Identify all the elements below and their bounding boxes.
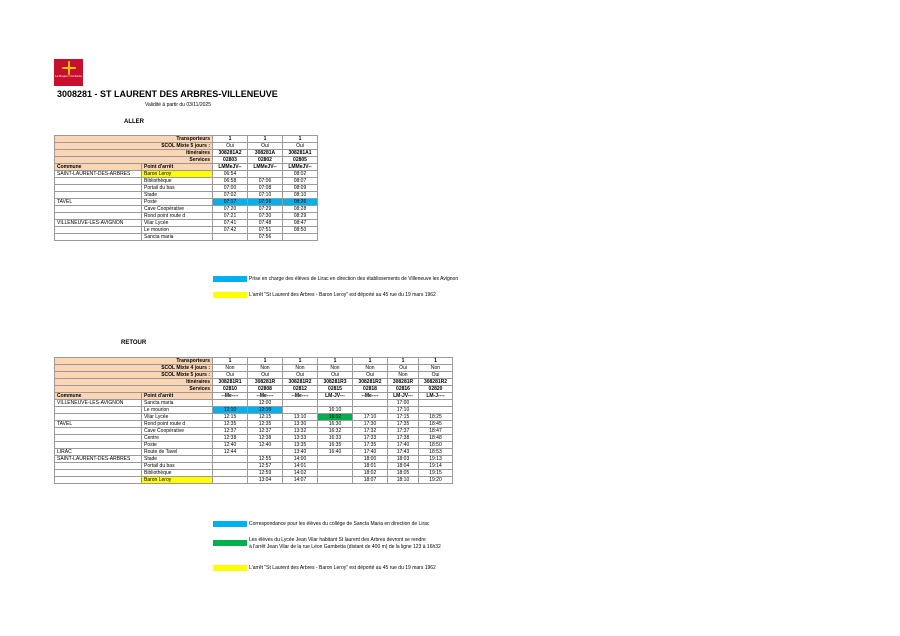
column-header-row — [55, 164, 318, 171]
time-cell: 08:50 — [283, 227, 318, 234]
time-cell: 19:13 — [419, 456, 453, 463]
table-row — [55, 463, 453, 470]
header-row — [55, 136, 318, 143]
time-cell: 16:30 — [318, 421, 353, 428]
time-cell: 12:00 — [248, 400, 283, 407]
header-service: 02816 — [388, 386, 419, 393]
time-cell: 16:12 — [318, 414, 353, 421]
table-row — [55, 185, 318, 192]
time-cell: 16:33 — [318, 435, 353, 442]
time-cell: 08:09 — [283, 185, 318, 192]
time-cell: 17:15 — [388, 414, 419, 421]
time-cell: 18:04 — [388, 463, 419, 470]
retour-legend-green — [249, 537, 441, 551]
stop-cell: Stade — [142, 456, 213, 463]
time-cell: 13:40 — [283, 449, 318, 456]
legend-blue-swatch — [213, 521, 247, 527]
retour-title: RETOUR — [121, 340, 147, 346]
header-days: --Me---- — [248, 393, 283, 400]
header-scol5: Non — [388, 372, 419, 379]
header-days: LMMeJV-- — [213, 164, 248, 171]
header-scol5: Oui — [318, 372, 353, 379]
commune-cell — [55, 435, 142, 442]
table-row — [55, 449, 453, 456]
legend-yellow-swatch — [213, 565, 247, 571]
header-scol5: Oui — [248, 143, 283, 150]
stop-cell: Bibliothèque — [142, 178, 213, 185]
time-cell — [283, 234, 318, 241]
header-row — [55, 157, 318, 164]
time-cell: 18:53 — [419, 449, 453, 456]
time-cell — [318, 477, 353, 484]
stop-cell: Baron Leroy — [142, 477, 213, 484]
table-row — [55, 400, 453, 407]
header-service: 02820 — [419, 386, 453, 393]
time-cell — [318, 470, 353, 477]
time-cell: 07:20 — [213, 206, 248, 213]
header-transporteur: 1 — [419, 358, 453, 365]
time-cell: 12:40 — [248, 442, 283, 449]
header-row — [55, 372, 453, 379]
header-scol5: Oui — [213, 143, 248, 150]
header-transporteur: 1 — [283, 136, 318, 143]
time-cell: 07:10 — [248, 192, 283, 199]
commune-header: Commune — [55, 393, 142, 400]
table-row — [55, 470, 453, 477]
time-cell: 07:30 — [248, 213, 283, 220]
table-row — [55, 206, 318, 213]
header-itineraire: 308281R2 — [283, 379, 318, 386]
header-service: 02802 — [248, 157, 283, 164]
aller-legend-yellow: L'arrêt "St Laurent des Arbres - Baron Leroy" est déporté au 45 rue du 19 mars 1962 — [249, 292, 436, 298]
stop-cell: Baron Leroy — [142, 171, 213, 178]
time-cell: 18:25 — [419, 414, 453, 421]
commune-cell — [55, 477, 142, 484]
table-row — [55, 192, 318, 199]
time-cell — [318, 463, 353, 470]
stop-cell: Le mourion — [142, 407, 213, 414]
header-itineraire: 308281A1 — [283, 150, 318, 157]
time-cell — [213, 456, 248, 463]
header-days: --Me---- — [213, 393, 248, 400]
time-cell: 12:59 — [248, 470, 283, 477]
commune-cell — [55, 206, 142, 213]
header-service: 02808 — [248, 386, 283, 393]
commune-header: Commune — [55, 164, 142, 171]
header-transporteur: 1 — [213, 358, 248, 365]
time-cell: 12:38 — [248, 435, 283, 442]
time-cell: 12:38 — [213, 435, 248, 442]
stop-cell: Portail du bas — [142, 185, 213, 192]
time-cell: 17:40 — [388, 442, 419, 449]
time-cell: 18:45 — [419, 421, 453, 428]
header-scol5: Oui — [283, 372, 318, 379]
time-cell: 17:37 — [388, 428, 419, 435]
header-service: 02815 — [318, 386, 353, 393]
time-cell — [213, 463, 248, 470]
header-scol4: Non — [318, 365, 353, 372]
time-cell: 17:32 — [353, 428, 388, 435]
header-service: 02803 — [213, 157, 248, 164]
header-label: SCOL Mixte 5 jours : — [55, 372, 213, 379]
time-cell: 18:07 — [353, 477, 388, 484]
aller-legend-blue: Prise en charge des élèves de Lirac en direction des établissements de Villeneuve les Avignon — [249, 276, 459, 282]
time-cell: 18:05 — [388, 470, 419, 477]
stop-header: Point d'arrêt — [142, 164, 213, 171]
time-cell: 13:10 — [283, 414, 318, 421]
time-cell: 08:28 — [283, 206, 318, 213]
time-cell: 13:32 — [283, 428, 318, 435]
header-scol4: Non — [248, 365, 283, 372]
table-row — [55, 178, 318, 185]
header-row — [55, 150, 318, 157]
time-cell: 19:14 — [419, 463, 453, 470]
time-cell: 17:35 — [388, 421, 419, 428]
stop-cell: Rond point route d — [142, 213, 213, 220]
time-cell: 17:43 — [388, 449, 419, 456]
header-label: Itinéraires — [55, 379, 213, 386]
time-cell: 17:40 — [353, 449, 388, 456]
commune-cell: SAINT-LAURENT-DES-ARBRES — [55, 171, 142, 178]
column-header-row — [55, 393, 453, 400]
header-transporteur: 1 — [248, 136, 283, 143]
retour-timetable — [54, 357, 453, 484]
header-transporteur: 1 — [213, 136, 248, 143]
header-service: 02810 — [213, 386, 248, 393]
time-cell: 13:35 — [283, 442, 318, 449]
commune-cell — [55, 227, 142, 234]
time-cell: 17:33 — [353, 435, 388, 442]
time-cell — [248, 171, 283, 178]
header-itineraire: 308281R2 — [353, 379, 388, 386]
commune-cell — [55, 428, 142, 435]
header-scol4: Non — [419, 365, 453, 372]
time-cell: 06:54 — [213, 171, 248, 178]
time-cell: 07:51 — [248, 227, 283, 234]
time-cell: 08:29 — [283, 213, 318, 220]
time-cell: 18:48 — [419, 435, 453, 442]
time-cell: 08:47 — [283, 220, 318, 227]
time-cell — [248, 449, 283, 456]
time-cell: 06:58 — [213, 178, 248, 185]
header-label: Itinéraires — [55, 150, 213, 157]
commune-cell — [55, 463, 142, 470]
header-days: --Me---- — [353, 393, 388, 400]
time-cell: 17:00 — [388, 400, 419, 407]
time-cell: 17:10 — [353, 414, 388, 421]
time-cell — [318, 400, 353, 407]
table-row — [55, 407, 453, 414]
legend-green-swatch — [213, 540, 247, 546]
header-days: LM-J---- — [419, 393, 453, 400]
stop-cell: Poste — [142, 199, 213, 206]
table-row — [55, 171, 318, 178]
time-cell: 12:15 — [248, 414, 283, 421]
header-itineraire: 308281A2 — [213, 150, 248, 157]
header-days: LM-JV--- — [318, 393, 353, 400]
occitan-cross-icon — [62, 61, 76, 75]
time-cell: 07:17 — [213, 199, 248, 206]
time-cell: 07:26 — [248, 199, 283, 206]
legend-yellow-swatch — [213, 292, 247, 298]
header-row — [55, 379, 453, 386]
header-days: LMMeJV-- — [283, 164, 318, 171]
header-itineraire: 308281R — [388, 379, 419, 386]
time-cell: 12:10 — [248, 407, 283, 414]
stop-cell: Cave Coopérative — [142, 206, 213, 213]
time-cell: 07:06 — [248, 178, 283, 185]
commune-cell — [55, 414, 142, 421]
table-row — [55, 199, 318, 206]
commune-cell: VILLENEUVE-LES-AVIGNON — [55, 400, 142, 407]
time-cell: 07:29 — [248, 206, 283, 213]
time-cell: 08:02 — [283, 171, 318, 178]
header-transporteur: 1 — [283, 358, 318, 365]
header-label: Services — [55, 157, 213, 164]
commune-cell: SAINT-LAURENT-DES-ARBRES — [55, 456, 142, 463]
commune-cell — [55, 192, 142, 199]
table-row — [55, 442, 453, 449]
time-cell: 19:15 — [419, 470, 453, 477]
stop-cell: Route de Tavel — [142, 449, 213, 456]
header-service: 02818 — [353, 386, 388, 393]
header-transporteur: 1 — [388, 358, 419, 365]
retour-legend-yellow: L'arrêt "St Laurent des Arbres - Baron Leroy" est déporté au 45 rue du 19 mars 1962 — [249, 565, 436, 571]
header-row — [55, 358, 453, 365]
time-cell: 12:37 — [213, 428, 248, 435]
stop-cell: Rond point route d — [142, 421, 213, 428]
header-days: --Me---- — [283, 393, 318, 400]
stop-cell: Vilar Lycée — [142, 414, 213, 421]
commune-cell: LIRAC — [55, 449, 142, 456]
stop-cell: Stade — [142, 192, 213, 199]
table-row — [55, 227, 318, 234]
time-cell: 12:10 — [213, 407, 248, 414]
header-label: SCOL Mixte 5 jours : — [55, 143, 213, 150]
time-cell: 16:10 — [318, 407, 353, 414]
commune-cell — [55, 185, 142, 192]
header-scol5: Oui — [353, 372, 388, 379]
stop-cell: Sancta maria — [142, 400, 213, 407]
header-scol5: Oui — [283, 143, 318, 150]
time-cell: 07:21 — [213, 213, 248, 220]
time-cell: 07:56 — [248, 234, 283, 241]
header-row — [55, 365, 453, 372]
retour-legend-blue: Correspondance pour les élèves du collège de Sancta Maria en direction de Lirac — [249, 521, 430, 527]
header-transporteur: 1 — [318, 358, 353, 365]
table-row — [55, 213, 318, 220]
time-cell: 07:02 — [213, 192, 248, 199]
time-cell: 18:47 — [419, 428, 453, 435]
time-cell: 08:07 — [283, 178, 318, 185]
header-days: LMMeJV-- — [248, 164, 283, 171]
legend-blue-swatch — [213, 276, 247, 282]
time-cell: 07:42 — [213, 227, 248, 234]
header-scol4: Non — [283, 365, 318, 372]
stop-cell: Poste — [142, 442, 213, 449]
aller-timetable — [54, 135, 318, 241]
stop-cell: Sancta maria — [142, 234, 213, 241]
time-cell: 12:44 — [213, 449, 248, 456]
table-row — [55, 435, 453, 442]
header-itineraire: 308281R2 — [419, 379, 453, 386]
stop-cell: Cave Coopérative — [142, 428, 213, 435]
time-cell: 07:08 — [248, 185, 283, 192]
time-cell: 18:00 — [353, 456, 388, 463]
header-transporteur: 1 — [353, 358, 388, 365]
header-row — [55, 386, 453, 393]
header-scol4: Non — [213, 365, 248, 372]
table-row — [55, 428, 453, 435]
time-cell — [419, 407, 453, 414]
table-row — [55, 234, 318, 241]
time-cell: 18:02 — [353, 470, 388, 477]
commune-cell: VILLENEUVE-LES-AVIGNON — [55, 220, 142, 227]
commune-cell — [55, 407, 142, 414]
header-scol5: Oui — [248, 372, 283, 379]
time-cell — [419, 400, 453, 407]
time-cell: 08:10 — [283, 192, 318, 199]
header-label: Transporteurs — [55, 358, 213, 365]
header-scol4: Non — [353, 365, 388, 372]
time-cell — [213, 234, 248, 241]
time-cell: 18:01 — [353, 463, 388, 470]
time-cell — [353, 400, 388, 407]
header-label: SCOL Mixte 4 jours : — [55, 365, 213, 372]
time-cell: 12:15 — [213, 414, 248, 421]
time-cell: 14:01 — [283, 463, 318, 470]
time-cell: 12:55 — [248, 456, 283, 463]
header-label: Services — [55, 386, 213, 393]
time-cell: 07:48 — [248, 220, 283, 227]
table-row — [55, 477, 453, 484]
retour-legend-green-line1: Les élèves du Lycée Jean Vilar habitant St laurent des Arbres devront se rendre — [249, 537, 426, 543]
stop-header: Point d'arrêt — [142, 393, 213, 400]
retour-legend-green-line2: à l'arrêt Jean Vilar de la rue Léon Gambetta (distant de 400 m) de la ligne 123 à 16h32 — [249, 544, 441, 550]
time-cell — [283, 407, 318, 414]
commune-cell — [55, 470, 142, 477]
time-cell: 13:04 — [248, 477, 283, 484]
commune-cell — [55, 234, 142, 241]
time-cell: 17:10 — [388, 407, 419, 414]
header-itineraire: 308281R3 — [318, 379, 353, 386]
time-cell: 07:41 — [213, 220, 248, 227]
stop-cell: Portail du bas — [142, 463, 213, 470]
commune-cell — [55, 213, 142, 220]
header-service: 02805 — [283, 157, 318, 164]
time-cell: 13:33 — [283, 435, 318, 442]
header-scol5: Oui — [213, 372, 248, 379]
validity-date: Validité à partir du 03/11/2025 — [145, 102, 211, 108]
time-cell: 17:35 — [353, 442, 388, 449]
time-cell: 12:35 — [248, 421, 283, 428]
time-cell: 12:37 — [248, 428, 283, 435]
commune-cell — [55, 442, 142, 449]
time-cell: 13:30 — [283, 421, 318, 428]
table-row — [55, 414, 453, 421]
time-cell — [213, 400, 248, 407]
table-row — [55, 220, 318, 227]
table-row — [55, 421, 453, 428]
aller-title: ALLER — [124, 119, 144, 125]
time-cell: 07:00 — [213, 185, 248, 192]
logo-text: La Région Occitanie — [54, 74, 83, 78]
time-cell: 16:40 — [318, 449, 353, 456]
time-cell: 17:38 — [388, 435, 419, 442]
commune-cell: TAVEL — [55, 199, 142, 206]
header-scol4: Oui — [388, 365, 419, 372]
time-cell: 18:10 — [388, 477, 419, 484]
header-row — [55, 143, 318, 150]
stop-cell: Vilar Lycée — [142, 220, 213, 227]
time-cell: 12:57 — [248, 463, 283, 470]
time-cell — [353, 407, 388, 414]
time-cell — [213, 477, 248, 484]
time-cell: 16:35 — [318, 442, 353, 449]
time-cell — [318, 456, 353, 463]
time-cell: 17:30 — [353, 421, 388, 428]
time-cell: 08:26 — [283, 199, 318, 206]
time-cell: 19:20 — [419, 477, 453, 484]
time-cell — [283, 400, 318, 407]
commune-cell: TAVEL — [55, 421, 142, 428]
stop-cell: Centre — [142, 435, 213, 442]
table-row — [55, 456, 453, 463]
time-cell: 14:00 — [283, 456, 318, 463]
header-itineraire: 308281R1 — [213, 379, 248, 386]
region-occitanie-logo — [54, 59, 83, 86]
time-cell: 14:07 — [283, 477, 318, 484]
time-cell: 12:40 — [213, 442, 248, 449]
header-label: Transporteurs — [55, 136, 213, 143]
time-cell — [213, 470, 248, 477]
header-transporteur: 1 — [248, 358, 283, 365]
time-cell: 16:32 — [318, 428, 353, 435]
header-itineraire: 308281R — [248, 379, 283, 386]
header-service: 02812 — [283, 386, 318, 393]
time-cell: 12:35 — [213, 421, 248, 428]
time-cell: 18:03 — [388, 456, 419, 463]
time-cell: 18:50 — [419, 442, 453, 449]
header-days: LM-JV--- — [388, 393, 419, 400]
time-cell: 14:02 — [283, 470, 318, 477]
header-scol5: Oui — [419, 372, 453, 379]
stop-cell: Le mourion — [142, 227, 213, 234]
stop-cell: Bibliothèque — [142, 470, 213, 477]
header-itineraire: 308281A — [248, 150, 283, 157]
commune-cell — [55, 178, 142, 185]
page-title: 3008281 - ST LAURENT DES ARBRES-VILLENEUVE — [57, 89, 278, 99]
